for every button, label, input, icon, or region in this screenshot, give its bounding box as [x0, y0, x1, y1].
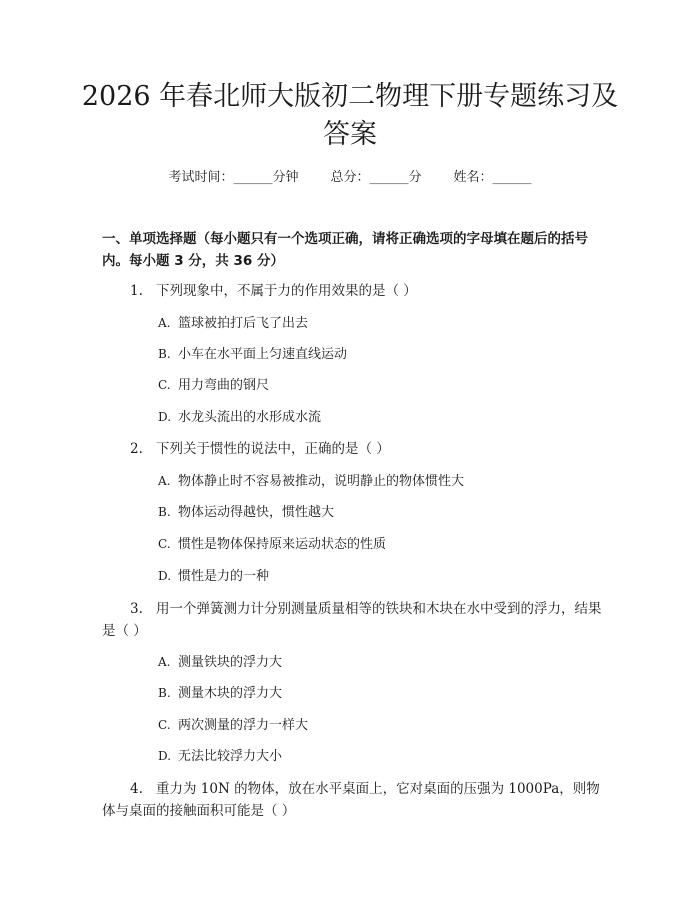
section-heading-single-choice: 一、单项选择题（每小题只有一个选项正确，请将正确选项的字母填在题后的括号内。每小题 3 分，共 36 分）	[102, 231, 588, 269]
question-2-option-a	[158, 471, 598, 492]
option-letter: A.	[158, 316, 171, 330]
option-text: 无法比较浮力大小	[178, 749, 283, 764]
question-number: 1.	[130, 283, 143, 299]
option-text: 惯性是力的一种	[178, 569, 270, 584]
question-number: 2.	[130, 441, 143, 457]
option-text: 测量铁块的浮力大	[178, 655, 283, 670]
question-2-option-d	[158, 566, 598, 587]
question-2-option-c	[158, 534, 598, 555]
exam-meta-line	[0, 168, 700, 188]
question-text: 用一个弹簧测力计分别测量质量相等的铁块和木块在水中受到的浮力，结果是（ ）	[102, 601, 602, 639]
question-1-option-a	[158, 313, 598, 334]
option-letter: B.	[158, 347, 171, 361]
option-letter: C.	[158, 718, 171, 732]
option-letter: B.	[158, 686, 171, 700]
option-text: 两次测量的浮力一样大	[178, 718, 309, 733]
option-text: 测量木块的浮力大	[178, 686, 283, 701]
question-1-option-d	[158, 407, 598, 428]
option-text: 惯性是物体保持原来运动状态的性质	[178, 537, 387, 552]
option-text: 物体静止时不容易被推动，说明静止的物体惯性大	[178, 474, 465, 489]
question-4	[102, 778, 602, 822]
question-3	[102, 598, 602, 642]
question-3-option-c	[158, 715, 598, 736]
option-letter: A.	[158, 474, 171, 488]
question-number: 3.	[130, 601, 143, 617]
question-1-option-b	[158, 344, 598, 365]
option-letter: C.	[158, 378, 171, 392]
question-text: 下列现象中，不属于力的作用效果的是（ ）	[156, 283, 417, 299]
exam-time-field: 考试时间：______分钟	[168, 170, 299, 185]
question-text: 下列关于惯性的说法中，正确的是（ ）	[156, 441, 390, 457]
option-text: 物体运动得越快，惯性越大	[178, 505, 335, 520]
option-text: 用力弯曲的钢尺	[178, 378, 270, 393]
question-3-option-b	[158, 683, 598, 704]
option-letter: B.	[158, 505, 171, 519]
question-number: 4.	[130, 781, 143, 797]
student-name-field: 姓名：______	[453, 170, 532, 185]
option-letter: D.	[158, 569, 172, 583]
total-score-field: 总分：______分	[330, 170, 422, 185]
option-letter: D.	[158, 410, 172, 424]
question-1-option-c	[158, 375, 598, 396]
question-3-option-d	[158, 746, 598, 767]
question-2-option-b	[158, 502, 598, 523]
option-text: 水龙头流出的水形成水流	[178, 410, 322, 425]
option-text: 篮球被拍打后飞了出去	[178, 316, 309, 331]
option-letter: A.	[158, 655, 171, 669]
option-letter: D.	[158, 749, 172, 763]
question-3-option-a	[158, 652, 598, 673]
option-text: 小车在水平面上匀速直线运动	[178, 347, 348, 362]
option-letter: C.	[158, 537, 171, 551]
question-1	[102, 280, 602, 302]
question-2	[102, 438, 602, 460]
question-text: 重力为 10N 的物体，放在水平桌面上，它对桌面的压强为 1000Pa，则物体与桌面的接触面积可能是（ ）	[102, 781, 600, 819]
document-title: 2026 年春北师大版初二物理下册专题练习及答案	[81, 81, 619, 150]
